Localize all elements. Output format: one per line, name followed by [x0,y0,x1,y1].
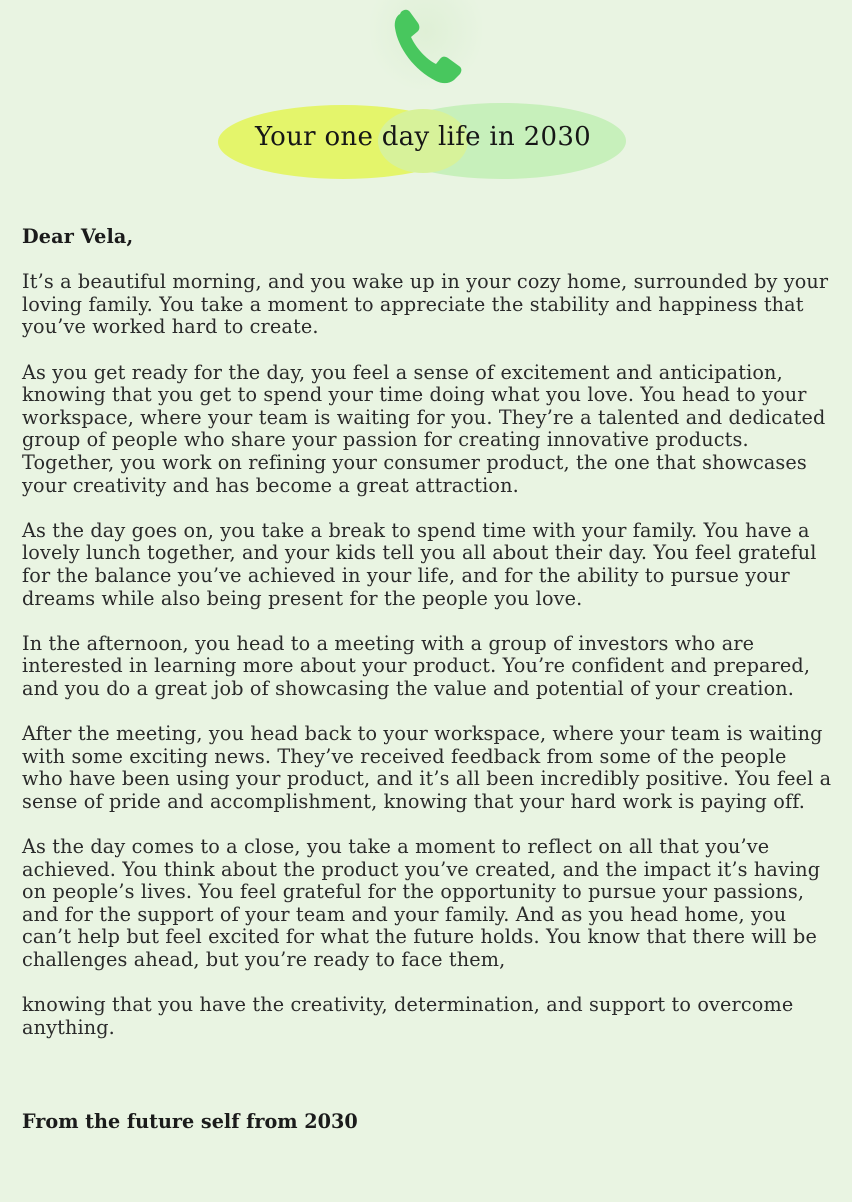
phone-icon [392,8,464,86]
letter-signoff: From the future self from 2030 [22,1110,358,1133]
letter-body [22,226,832,1062]
letter-paragraph: knowing that you have the creativity, determination, and support to overcome anything. [22,993,794,1039]
letter-paragraph: It’s a beautiful morning, and you wake up in your cozy home, surrounded by your loving family. You take a moment to appreciate the stability and happiness that you’ve worked hard to create. [22,270,829,339]
letter-paragraph: In the afternoon, you head to a meeting with a group of investors who are interested in learning more about your product. You’re confident and prepared, and you do a great job of showcasing the value and potential of your creation. [22,631,811,700]
letter-greeting: Dear Vela, [22,225,134,248]
letter-paragraph: After the meeting, you head back to your workspace, where your team is waiting with some exciting news. They’ve received feedback from some of the people who have been using your product, and it’s all been incredibly positive. You feel a sense of pride and accomplishment, knowing that your hard work is paying off. [22,722,832,813]
letter-paragraph: As the day comes to a close, you take a moment to reflect on all that you’ve achieved. You think about the product you’ve created, and the impact it’s having on people’s lives. You feel grateful for the opportunity to pursue your passions, and for the support of your team and your family. And as you head home, you can’t help but feel excited for what the future holds. You know that there will be challenges ahead, but you’re ready to face them, [22,835,821,971]
page-title: Your one day life in 2030 [254,122,592,152]
letter-paragraph: As you get ready for the day, you feel a sense of excitement and anticipation, knowing that you get to spend your time doing what you love. You head to your workspace, where your team is waiting for you. They’re a talented and dedicated group of people who share your passion for creating innovative products. Together, you work on refining your consumer product, the one that showcases your creativity and has become a great attraction. [22,360,826,497]
letter-paragraph: As the day goes on, you take a break to spend time with your family. You have a lovely lunch together, and your kids tell you all about their day. You feel grateful for the balance you’ve achieved in your life, and for the ability to pursue your dreams while also being present for the people you love. [22,518,817,610]
